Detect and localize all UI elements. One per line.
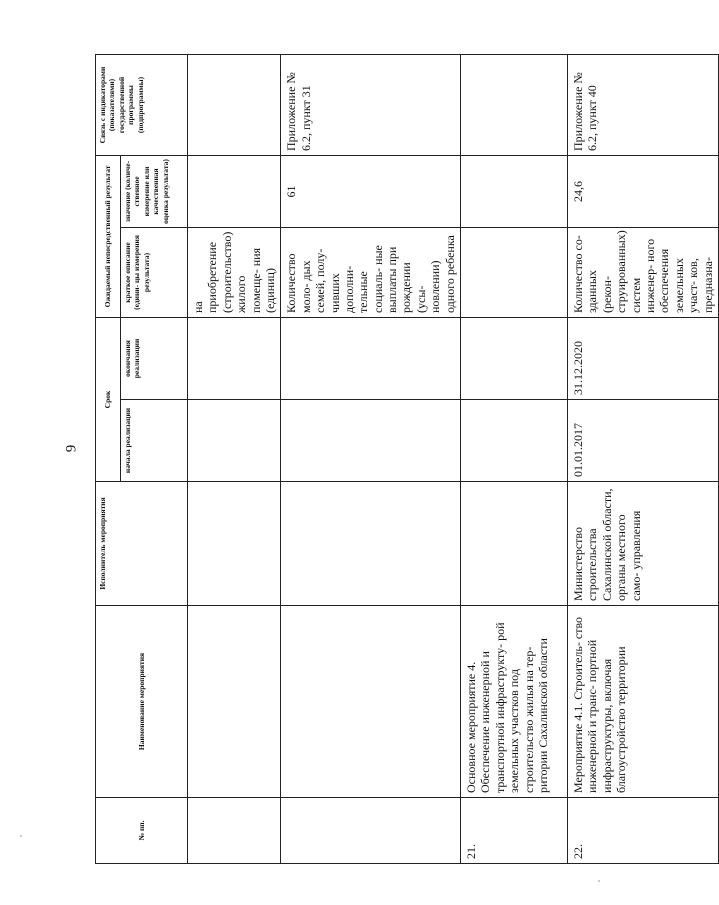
cell-value: 24,6	[568, 155, 719, 227]
header-term-start: начала реализации	[121, 400, 188, 482]
cell-num	[188, 798, 281, 864]
cell-value: 61	[281, 155, 461, 227]
cell-num: 22.	[568, 798, 719, 864]
cell-start: 01.01.2017	[568, 400, 719, 482]
cell-link	[188, 54, 281, 155]
scan-speck	[20, 835, 22, 837]
cell-start	[188, 400, 281, 482]
cell-desc	[461, 227, 568, 317]
cell-end	[281, 317, 461, 399]
cell-name	[188, 606, 281, 798]
header-result-value: значение (количе- ственное измерение или качественная оценка результата)	[121, 155, 188, 227]
cell-num: 21.	[461, 798, 568, 864]
header-result: Ожидаемый непосредственный результат	[96, 155, 121, 317]
cell-desc: Количество моло- дых семей, полу- чивших дополни- тельные социаль- ные выплаты при рождении (усы- новлении) одного ребенка	[281, 227, 461, 317]
cell-start	[461, 400, 568, 482]
cell-end	[461, 317, 568, 399]
cell-executor	[188, 482, 281, 606]
header-link: Связь с индикаторами (показателями) государственной программы (подпрограммы)	[96, 54, 188, 155]
document-table-wrapper	[95, 55, 715, 864]
cell-executor	[461, 482, 568, 606]
table-row	[568, 54, 719, 863]
header-term-end: окончания реализации	[121, 317, 188, 399]
cell-link	[461, 54, 568, 155]
cell-name	[281, 606, 461, 798]
cell-desc: на приобретение (строительство) жилого помеще- ния (единиц)	[188, 227, 281, 317]
table-row	[281, 54, 461, 863]
header-result-desc: краткое описание (едини- цы измерения результата)	[121, 227, 188, 317]
cell-name: Основное мероприятие 4. Обеспечение инженерной и транспортной инфраструкту- рой земельных участков под строительство жилья на тер- ритории Сахалинской области	[461, 606, 568, 798]
page-number: 9	[63, 444, 80, 453]
header-num: № пп.	[96, 798, 188, 864]
cell-end	[188, 317, 281, 399]
cell-desc: Количество со- зданных (рекон- струированных) систем инженер- ного обеспечения земельных участ- ков, предназна-	[568, 227, 719, 317]
cell-start	[281, 400, 461, 482]
header-executor: Исполнитель мероприятия	[96, 482, 188, 606]
table-row	[461, 54, 568, 863]
cell-num	[281, 798, 461, 864]
cell-end: 31.12.2020	[568, 317, 719, 399]
cell-value	[188, 155, 281, 227]
header-term: Срок	[96, 317, 121, 481]
table-row	[188, 54, 281, 863]
measures-table	[95, 54, 719, 864]
scan-speck	[598, 880, 600, 882]
cell-executor	[281, 482, 461, 606]
header-row	[96, 54, 121, 863]
header-name: Наименование мероприятия	[96, 606, 188, 798]
cell-link: Приложение № 6.2, пункт 40	[568, 54, 719, 155]
cell-link: Приложение № 6.2, пункт 31	[281, 54, 461, 155]
cell-name: Мероприятие 4.1. Строитель- ство инженерной и транс- портной инфраструктуры, включая благоустройство территории	[568, 606, 719, 798]
cell-value	[461, 155, 568, 227]
cell-executor: Министерство строительства Сахалинской области, органы местного само- управления	[568, 482, 719, 606]
